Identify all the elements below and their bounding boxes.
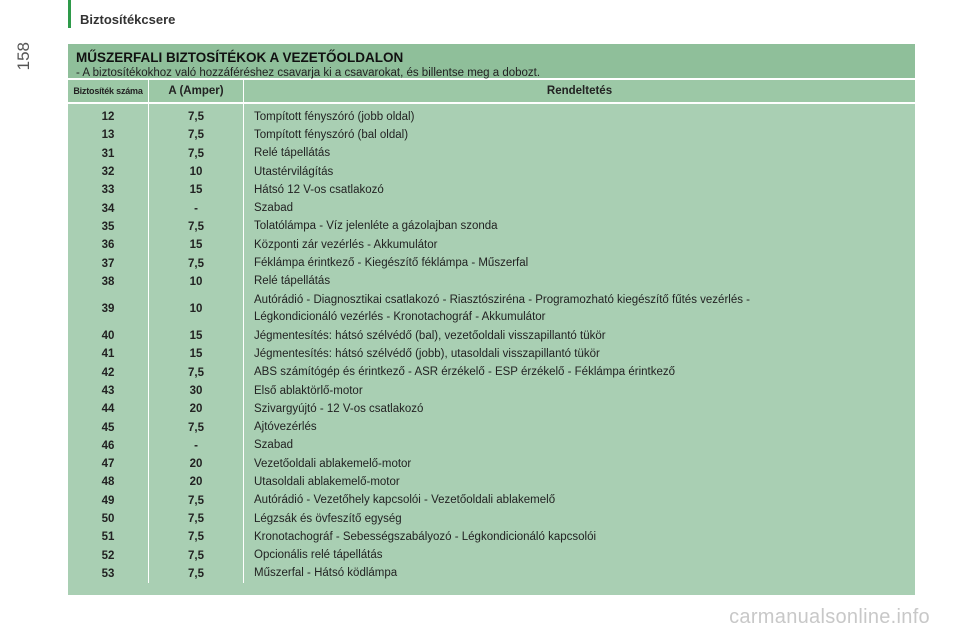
table-row	[68, 547, 915, 565]
function-cell: Jégmentesítés: hátsó szélvédő (bal), vezetőoldali visszapillantó tükör	[254, 329, 606, 342]
section-title: Biztosítékcsere	[80, 12, 176, 27]
ampere-cell: 7,5	[149, 126, 244, 144]
fuse-number-cell: 33	[68, 181, 149, 199]
table-row	[68, 473, 915, 491]
table-body	[68, 103, 915, 583]
fuse-number-cell: 46	[68, 437, 149, 455]
fuse-number-cell: 31	[68, 145, 149, 163]
ampere-cell: 7,5	[149, 510, 244, 528]
function-cell	[244, 291, 916, 327]
table-row	[68, 327, 915, 345]
fuse-number-cell: 34	[68, 199, 149, 217]
ampere-cell: 7,5	[149, 364, 244, 382]
table-row	[68, 418, 915, 436]
fuse-number-cell: 32	[68, 163, 149, 181]
function-cell: Légzsák és övfeszítő egység	[254, 512, 402, 525]
function-cell: Szivargyújtó - 12 V-os csatlakozó	[254, 402, 424, 415]
function-cell: Tompított fényszóró (jobb oldal)	[254, 110, 415, 123]
function-cell: Kronotachográf - Sebességszabályozó - Légkondicionáló kapcsolói	[254, 530, 597, 543]
panel-subtitle: - A biztosítékokhoz való hozzáféréshez csavarja ki a csavarokat, és billentse meg a dobozt.	[76, 67, 541, 79]
ampere-cell: 7,5	[149, 547, 244, 565]
fuse-number-cell: 51	[68, 528, 149, 546]
fuse-number-cell: 45	[68, 418, 149, 436]
ampere-cell: 20	[149, 400, 244, 418]
table-row	[68, 181, 915, 199]
fuse-number-cell: 43	[68, 382, 149, 400]
table-row	[68, 565, 915, 583]
fuse-number-cell: 42	[68, 364, 149, 382]
ampere-cell: 7,5	[149, 565, 244, 583]
function-cell: Ajtóvezérlés	[254, 421, 317, 434]
fuse-table	[68, 80, 915, 583]
watermark: carmanualsonline.info	[729, 606, 930, 628]
fuse-number-cell: 40	[68, 327, 149, 345]
page-number: 158	[14, 42, 33, 71]
function-line: Légkondicionáló vezérlés - Kronotachográf - Akkumulátor	[254, 310, 546, 323]
function-cell: Szabad	[254, 202, 294, 215]
table-row	[68, 510, 915, 528]
ampere-cell: -	[149, 437, 244, 455]
fuse-number-cell: 53	[68, 565, 149, 583]
ampere-cell: 7,5	[149, 418, 244, 436]
function-cell: Utasoldali ablakemelő-motor	[254, 475, 400, 488]
function-line: Autórádió - Diagnosztikai csatlakozó - Riasztósziréna - Programozható kiegészítő fűtés vezérlés -	[254, 293, 750, 306]
fuse-number-cell: 44	[68, 400, 149, 418]
function-cell: Opcionális relé tápellátás	[254, 549, 383, 562]
ampere-cell: 30	[149, 382, 244, 400]
table-row	[68, 382, 915, 400]
table-row	[68, 291, 915, 327]
table-row	[68, 218, 915, 236]
ampere-cell: 10	[149, 273, 244, 291]
fuse-number-cell: 36	[68, 236, 149, 254]
ampere-cell: 15	[149, 345, 244, 363]
column-header-function: Rendeltetés	[244, 80, 916, 103]
function-cell: Autórádió - Vezetőhely kapcsolói - Vezetőoldali ablakemelő	[254, 494, 556, 507]
ampere-cell: 20	[149, 455, 244, 473]
table-row	[68, 345, 915, 363]
function-cell: Műszerfal - Hátsó ködlámpa	[254, 567, 398, 580]
table-row	[68, 163, 915, 181]
column-header-ampere: A (Amper)	[149, 80, 244, 103]
fuse-number-cell: 35	[68, 218, 149, 236]
ampere-cell: 7,5	[149, 254, 244, 272]
table-row	[68, 528, 915, 546]
ampere-cell: 20	[149, 473, 244, 491]
function-cell: Első ablaktörlő-motor	[254, 384, 363, 397]
table-row	[68, 254, 915, 272]
function-cell: Jégmentesítés: hátsó szélvédő (jobb), utasoldali visszapillantó tükör	[254, 347, 600, 360]
ampere-cell: -	[149, 199, 244, 217]
fuse-number-cell: 37	[68, 254, 149, 272]
ampere-cell: 10	[149, 163, 244, 181]
function-cell: Relé tápellátás	[254, 275, 331, 288]
fuse-number-cell: 48	[68, 473, 149, 491]
function-cell: Tolatólámpa - Víz jelenléte a gázolajban szonda	[254, 220, 498, 233]
function-cell: ABS számítógép és érintkező - ASR érzékelő - ESP érzékelő - Féklámpa érintkező	[254, 366, 676, 379]
table-row	[68, 199, 915, 217]
fuse-number-cell: 38	[68, 273, 149, 291]
ampere-cell: 15	[149, 181, 244, 199]
function-cell: Relé tápellátás	[254, 147, 331, 160]
ampere-cell: 10	[149, 291, 244, 327]
table-row	[68, 103, 915, 126]
function-cell: Utastérvilágítás	[254, 165, 334, 178]
fuse-number-cell: 49	[68, 492, 149, 510]
ampere-cell: 7,5	[149, 492, 244, 510]
fuse-number-cell: 52	[68, 547, 149, 565]
function-cell: Központi zár vezérlés - Akkumulátor	[254, 238, 438, 251]
table-row	[68, 364, 915, 382]
table-header-row	[68, 80, 915, 103]
ampere-cell: 7,5	[149, 145, 244, 163]
table-row	[68, 236, 915, 254]
panel-header	[68, 44, 915, 80]
table-row	[68, 455, 915, 473]
ampere-cell: 7,5	[149, 103, 244, 126]
fuse-number-cell: 12	[68, 103, 149, 126]
table-row	[68, 273, 915, 291]
fuse-number-cell: 47	[68, 455, 149, 473]
ampere-cell: 15	[149, 327, 244, 345]
table-row	[68, 126, 915, 144]
panel-title: MŰSZERFALI BIZTOSÍTÉKOK A VEZETŐOLDALON	[76, 50, 404, 65]
table-row	[68, 492, 915, 510]
table-row	[68, 145, 915, 163]
function-cell: Hátsó 12 V-os csatlakozó	[254, 183, 384, 196]
fuse-panel	[68, 44, 915, 595]
function-cell: Szabad	[254, 439, 294, 452]
table-row	[68, 400, 915, 418]
fuse-number-cell: 13	[68, 126, 149, 144]
function-cell: Tompított fényszóró (bal oldal)	[254, 128, 409, 141]
column-header-fuse-number: Biztosíték száma	[68, 80, 149, 103]
ampere-cell: 7,5	[149, 528, 244, 546]
fuse-number-cell: 41	[68, 345, 149, 363]
table-row	[68, 437, 915, 455]
section-accent-bar	[68, 0, 71, 28]
function-cell: Vezetőoldali ablakemelő-motor	[254, 457, 412, 470]
fuse-number-cell: 50	[68, 510, 149, 528]
ampere-cell: 7,5	[149, 218, 244, 236]
function-cell: Féklámpa érintkező - Kiegészítő féklámpa - Műszerfal	[254, 257, 529, 270]
fuse-number-cell: 39	[68, 291, 149, 327]
ampere-cell: 15	[149, 236, 244, 254]
